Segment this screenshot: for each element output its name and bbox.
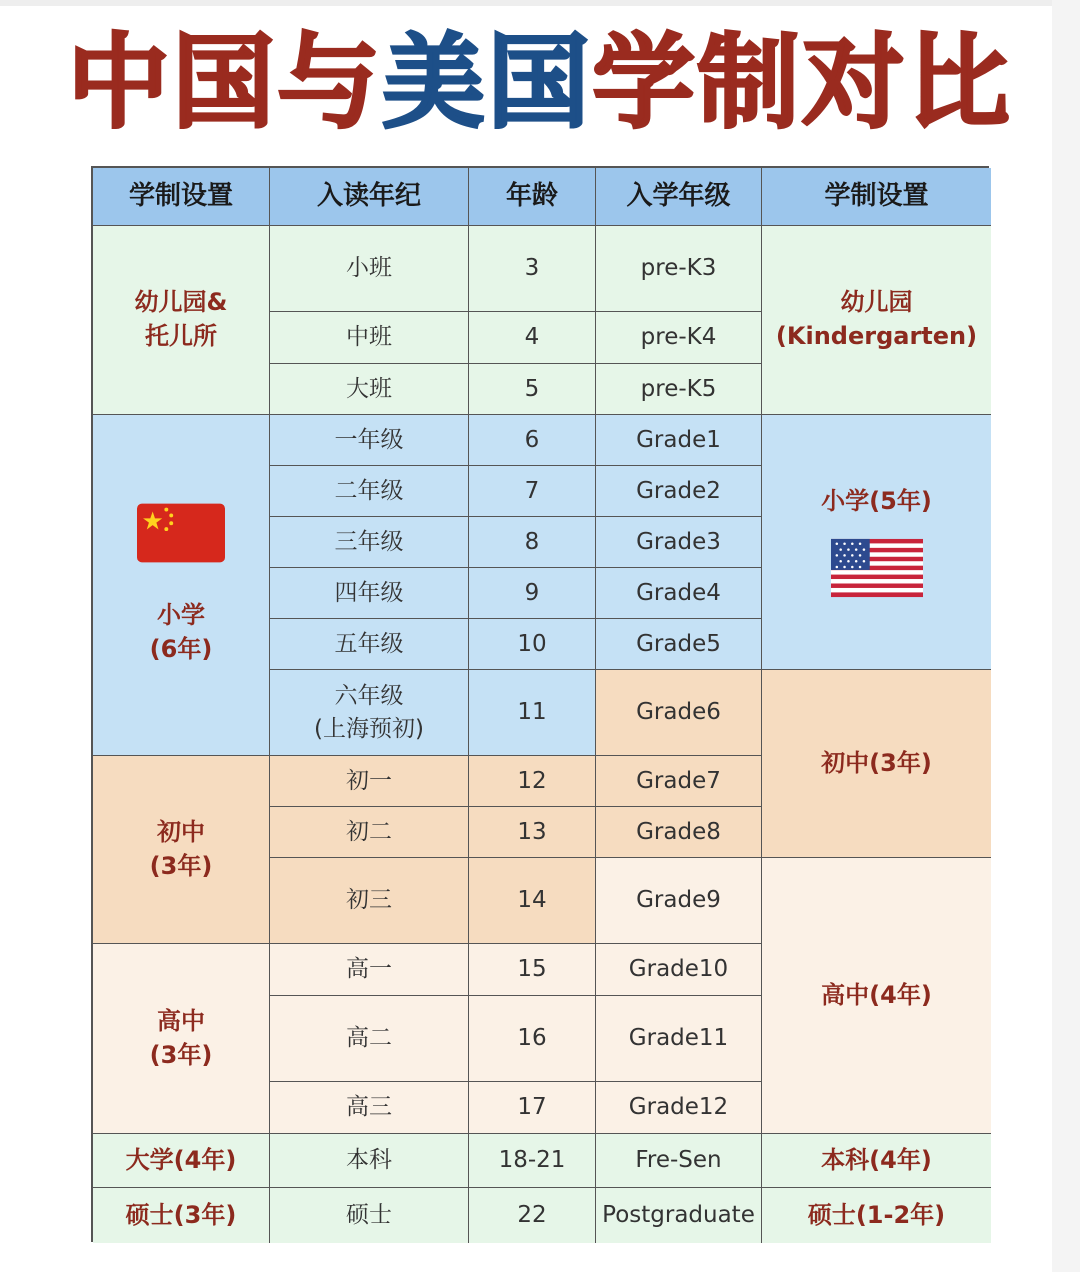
us-stage-master: 硕士(1-2年) <box>762 1188 991 1243</box>
us-grade-cell: Grade2 <box>596 466 762 517</box>
age-cell: 8 <box>469 517 596 568</box>
cn-grade-cell: 高一 <box>270 944 469 996</box>
cn-grade-label: 六年级 <box>334 683 404 710</box>
age-cell: 18-21 <box>469 1134 596 1188</box>
cn-grade-cell: 本科 <box>270 1134 469 1188</box>
us-stage-bachelor: 本科(4年) <box>762 1134 991 1188</box>
age-cell: 10 <box>469 619 596 670</box>
us-grade-cell: Grade9 <box>596 858 762 944</box>
top-border <box>0 0 1080 6</box>
us-grade-cell: Fre-Sen <box>596 1134 762 1188</box>
age-cell: 4 <box>469 312 596 364</box>
cn-grade-cell: 中班 <box>270 312 469 364</box>
age-cell: 6 <box>469 415 596 466</box>
us-grade-cell: Grade7 <box>596 756 762 807</box>
cn-high-years: (3年) <box>149 1040 213 1069</box>
us-stage-middle: 初中(3年) <box>762 670 991 858</box>
us-grade-cell: Grade4 <box>596 568 762 619</box>
cn-middle-years: (3年) <box>149 851 213 880</box>
us-grade-cell: pre-K4 <box>596 312 762 364</box>
title-part-comparison: 学制对比 <box>592 24 1013 143</box>
us-grade-cell: Grade1 <box>596 415 762 466</box>
usa-flag-icon <box>831 537 923 599</box>
cn-grade-cell: 二年级 <box>270 466 469 517</box>
cn-grade-cell: 硕士 <box>270 1188 469 1243</box>
page-title <box>60 24 1020 144</box>
us-grade-cell: Grade6 <box>596 670 762 756</box>
title-part-usa: 美国 <box>382 24 593 143</box>
us-grade-cell: Grade12 <box>596 1082 762 1134</box>
cn-grade-cell: 五年级 <box>270 619 469 670</box>
title-part-china: 中国与 <box>67 24 383 143</box>
cn-grade-cell: 四年级 <box>270 568 469 619</box>
age-cell: 14 <box>469 858 596 944</box>
comparison-table <box>91 166 989 1242</box>
us-stage-primary <box>762 415 991 670</box>
us-grade-cell: pre-K3 <box>596 226 762 312</box>
cn-stage-middle <box>93 756 270 944</box>
us-kindergarten-label: 幼儿园 <box>840 288 913 317</box>
age-cell: 11 <box>469 670 596 756</box>
age-cell: 5 <box>469 364 596 415</box>
age-cell: 17 <box>469 1082 596 1134</box>
cn-grade-cell: 初三 <box>270 858 469 944</box>
cn-stage-kindergarten: 幼儿园& 托儿所 <box>93 226 270 415</box>
header-us-grade: 入学年级 <box>596 168 762 226</box>
cn-grade-cell: 小班 <box>270 226 469 312</box>
right-edge <box>1052 0 1080 1272</box>
us-kindergarten-english: (Kindergarten) <box>775 322 978 350</box>
cn-high-label: 高中 <box>157 1006 205 1035</box>
cn-grade-cell: 大班 <box>270 364 469 415</box>
us-grade-cell: Grade5 <box>596 619 762 670</box>
cn-grade-cell <box>270 670 469 756</box>
age-cell: 13 <box>469 807 596 858</box>
cn-grade-note: (上海预初) <box>314 715 424 742</box>
cn-grade-cell: 三年级 <box>270 517 469 568</box>
cn-grade-cell: 高三 <box>270 1082 469 1134</box>
header-age: 年龄 <box>469 168 596 226</box>
cn-grade-cell: 高二 <box>270 996 469 1082</box>
age-cell: 7 <box>469 466 596 517</box>
us-grade-cell: Grade8 <box>596 807 762 858</box>
cn-stage-high <box>93 944 270 1134</box>
cn-stage-primary <box>93 415 270 756</box>
cn-grade-cell: 初二 <box>270 807 469 858</box>
age-cell: 16 <box>469 996 596 1082</box>
cn-primary-label: 小学 <box>157 601 205 630</box>
cn-stage-master: 硕士(3年) <box>93 1188 270 1243</box>
us-stage-kindergarten <box>762 226 991 415</box>
age-cell: 9 <box>469 568 596 619</box>
age-cell: 22 <box>469 1188 596 1243</box>
header-us-system: 学制设置 <box>762 168 991 226</box>
us-grade-cell: Grade10 <box>596 944 762 996</box>
us-stage-high: 高中(4年) <box>762 858 991 1134</box>
us-primary-label: 小学(5年) <box>821 487 932 516</box>
cn-grade-cell: 一年级 <box>270 415 469 466</box>
age-cell: 15 <box>469 944 596 996</box>
us-grade-cell: Postgraduate <box>596 1188 762 1243</box>
age-cell: 12 <box>469 756 596 807</box>
cn-grade-cell: 初一 <box>270 756 469 807</box>
cn-primary-years: (6年) <box>149 635 213 663</box>
us-grade-cell: pre-K5 <box>596 364 762 415</box>
header-cn-grade: 入读年纪 <box>270 168 469 226</box>
cn-middle-label: 初中 <box>157 817 205 846</box>
us-grade-cell: Grade3 <box>596 517 762 568</box>
us-grade-cell: Grade11 <box>596 996 762 1082</box>
cn-stage-university: 大学(4年) <box>93 1134 270 1188</box>
header-cn-system: 学制设置 <box>93 168 270 226</box>
china-flag-icon <box>137 503 225 563</box>
age-cell: 3 <box>469 226 596 312</box>
